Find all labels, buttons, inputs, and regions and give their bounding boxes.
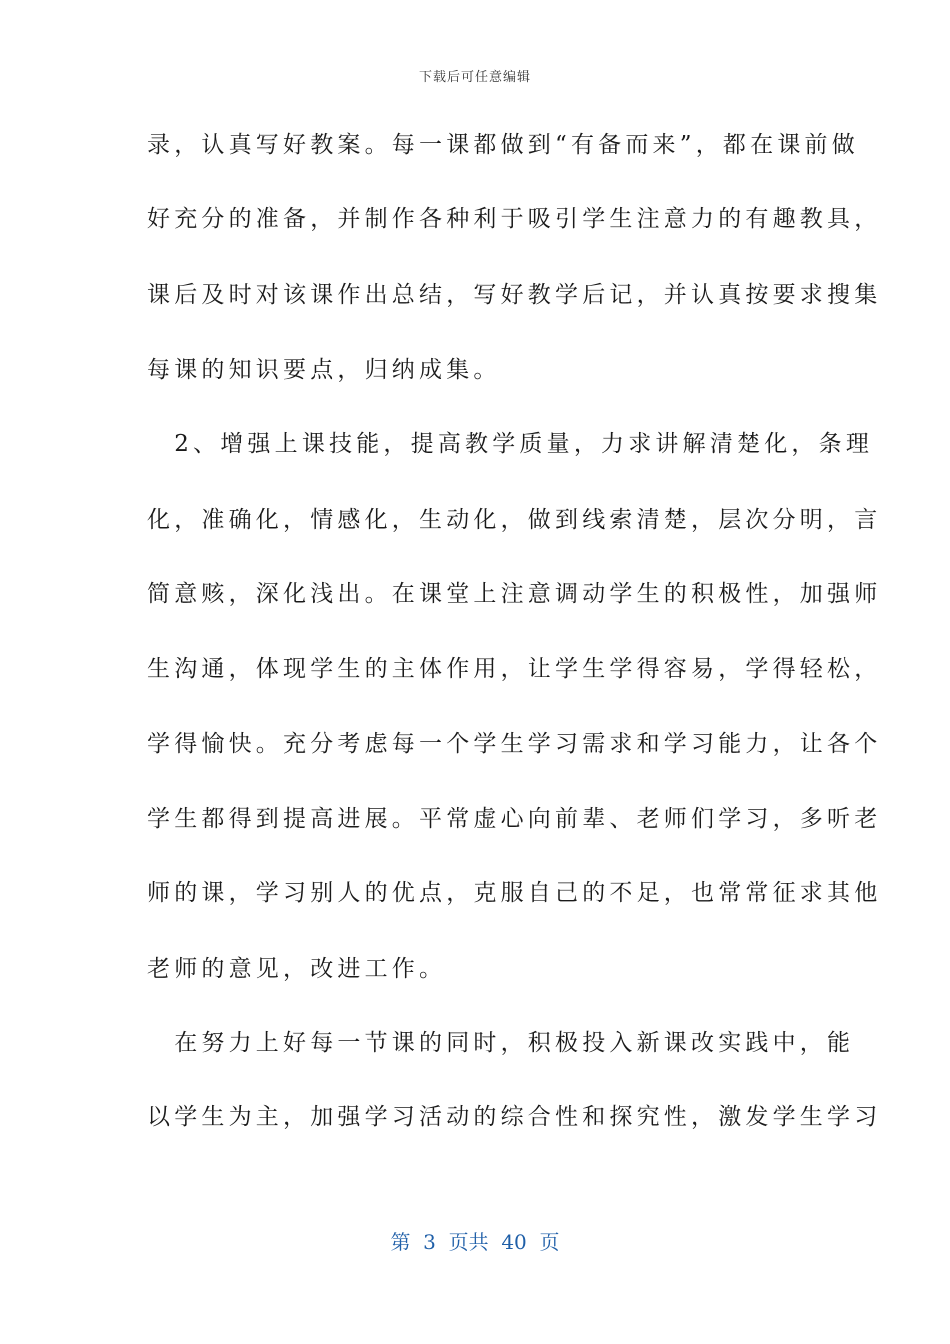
text-line: 以学生为主，加强学习活动的综合性和探究性，激发学生学习 [147, 1104, 882, 1130]
text-line: 学得愉快。充分考虑每一个学生学习需求和学习能力，让各个 [147, 731, 882, 757]
text-line: 在努力上好每一节课的同时，积极投入新课改实践中，能 [147, 1030, 855, 1056]
page-number-footer: 第 3 页共 40 页 [390, 1230, 560, 1254]
text-line: 生沟通，体现学生的主体作用，让学生学得容易，学得轻松， [147, 656, 882, 682]
text-line: 化，准确化，情感化，生动化，做到线索清楚，层次分明，言 [147, 507, 882, 533]
text-line: 简意赅，深化浅出。在课堂上注意调动学生的积极性，加强师 [147, 581, 882, 607]
text-line: 2、增强上课技能，提高教学质量，力求讲解清楚化，条理 [147, 431, 874, 457]
text-line: 录，认真写好教案。每一课都做到“有备而来”，都在课前做 [147, 132, 859, 158]
text-line: 学生都得到提高进展。平常虚心向前辈、老师们学习，多听老 [147, 806, 882, 832]
text-line: 好充分的准备，并制作各种利于吸引学生注意力的有趣教具， [147, 206, 882, 232]
text-line: 师的课，学习别人的优点，克服自己的不足，也常常征求其他 [147, 880, 882, 906]
text-line: 课后及时对该课作出总结，写好教学后记，并认真按要求搜集 [147, 282, 882, 308]
text-line: 老师的意见，改进工作。 [147, 956, 447, 982]
text-line: 每课的知识要点，归纳成集。 [147, 357, 501, 383]
header-note: 下载后可任意编辑 [418, 70, 531, 85]
